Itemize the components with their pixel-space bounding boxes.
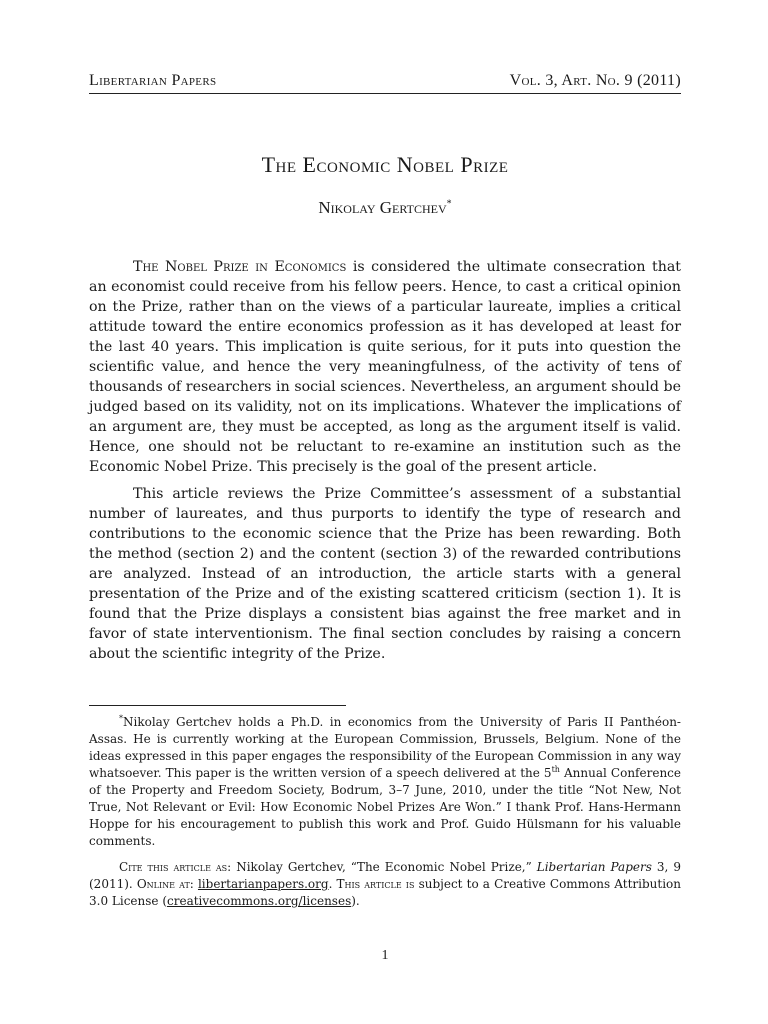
footnote-text-b: Annual Conference of the Property and Freedom Society, Bodrum, 3–7 June, 2010, under the title “Not New, Not True, Not Relevant or Evil: How Economic Nobel Prizes Are Won.” I thank Prof. Hans-Hermann Hoppe for his encouragement to publish this work and Prof. Guido Hülsmann for his valuable comments. [89,766,681,848]
cite-text-1: Nikolay Gertchev, “The Economic Nobel Prize,” [231,860,537,874]
cite-text-5: ). [351,894,360,908]
cite-text-2: 3, 9 (2011). [89,860,681,891]
paragraph-1-text: is considered the ultimate consecration that an economist could receive from his fellow peers. Hence, to cast a critical opinion on the Prize, rather than on the views of a particular laureate, implies a critical attitude toward the entire economics profession as it has developed at least for the last 40 years. This implication is quite serious, for it puts into question the scientific value, and hence the very meaningfulness, of the activity of tens of thousands of researchers in social sciences. Nevertheless, an argument should be judged based on its validity, not on its implications. Whatever the implications of an argument are, they must be accepted, as long as the argument itself is valid. Hence, one should not be reluctant to re-examine an institution such as the Economic Nobel Prize. This precisely is the goal of the present article. [89,259,681,475]
author-name: Nikolay Gertchev [318,198,447,217]
citation-note [89,859,681,910]
volume-info: Vol. 3, Art. No. 9 (2011) [509,72,681,89]
author-footnote-mark: * [446,198,452,210]
paragraph-2: This article reviews the Prize Committee’s assessment of a substantial number of laureates, and thus purports to identify the type of research and contributions to the economic science that the Prize has been rewarding. Both the method (section 2) and the content (section 3) of the rewarded contributions are analyzed. Instead of an introduction, the article starts with a general presentation of the Prize and of the existing scattered criticism (section 1). It is found that the Prize displays a consistent bias against the free market and in favor of state interventionism. The final section concludes by raising a concern about the scientific integrity of the Prize. [89,486,681,662]
author-footnote [89,714,681,850]
footnote-text-a: Nikolay Gertchev holds a Ph.D. in economics from the University of Paris II Panthéon-Assas. He is currently working at the European Commission, Brussels, Belgium. None of the ideas expressed in this paper engages the responsibility of the European Commission in any way whatsoever. This paper is the written version of a speech delivered at the 5 [89,715,681,780]
article-body [89,257,681,671]
cite-journal: Libertarian Papers [536,860,652,874]
footnote-area [89,714,681,910]
running-header [89,72,681,94]
page-number: 1 [381,948,389,963]
license-lead: This article is [336,877,415,891]
footnote-divider [89,705,346,706]
cite-lead: Cite this article as: [119,860,232,874]
article-title: The Economic Nobel Prize [261,152,509,177]
paragraph-1-lead: The Nobel Prize in Economics [133,259,347,275]
license-link[interactable]: creativecommons.org/licenses [167,894,352,908]
online-lead: Online at: [136,877,194,891]
author-line [89,198,681,218]
paragraph-1 [89,257,681,477]
footnote-mark: * [119,714,123,723]
footnote-ordinal: th [551,765,560,774]
cite-text-4: subject to a Creative Commons Attribution 3.0 License ( [89,877,681,908]
journal-name: Libertarian Papers [89,72,217,89]
journal-link[interactable]: libertarianpapers.org [197,877,329,891]
cite-text-3: . [328,877,337,891]
